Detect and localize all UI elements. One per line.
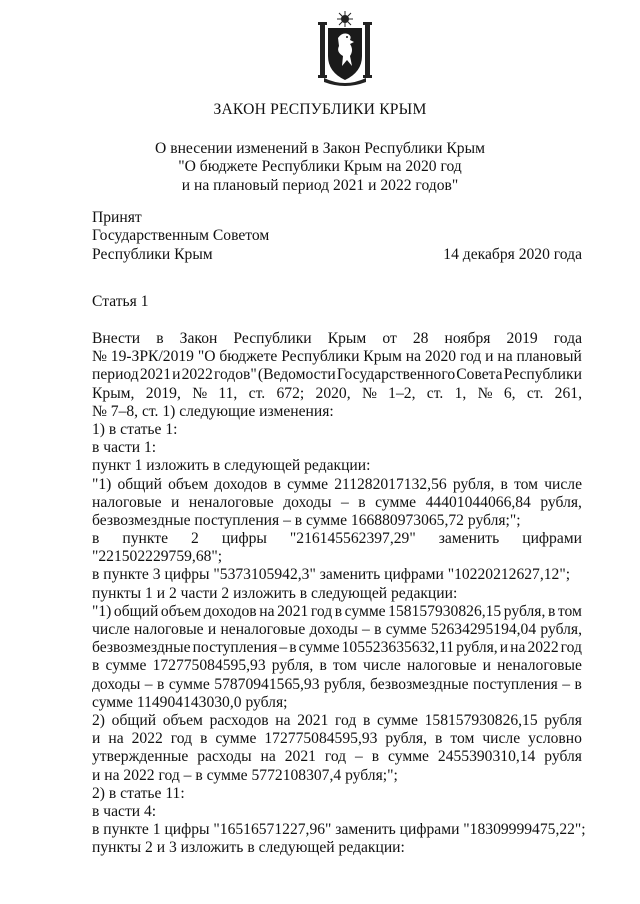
word: год xyxy=(459,348,482,366)
word: – xyxy=(355,748,363,766)
word: и xyxy=(207,621,217,638)
word: сумме xyxy=(388,748,429,766)
word: налоговые xyxy=(92,493,162,511)
word: ст. xyxy=(526,384,544,402)
subtitle-line: "О бюджете Республики Крым на 2020 год xyxy=(178,158,462,176)
word: в xyxy=(92,530,100,548)
word: сумме xyxy=(344,602,386,620)
body-line: № 7–8, ст. 1) следующие изменения: xyxy=(92,402,334,420)
word: 158157930826,15 xyxy=(424,711,538,729)
word: сумме xyxy=(287,475,329,493)
body-line: безвозмездные поступления – в сумме 166880973065,72 рубля;"; xyxy=(92,511,521,529)
word: год xyxy=(335,711,357,729)
word: рубля, xyxy=(456,639,498,657)
word: сумме xyxy=(168,675,210,693)
word: поступления xyxy=(473,675,558,693)
word: числе xyxy=(544,475,582,493)
body-line: в пункте 1 цифры "16516571227,96" заменить цифрами "18309999475,22"; xyxy=(92,821,586,839)
word: общий xyxy=(117,475,162,493)
word: на xyxy=(497,348,513,366)
adoption-date: 14 декабря 2020 года xyxy=(443,246,582,263)
word: Крым xyxy=(363,348,402,366)
word: рубля, xyxy=(503,602,546,620)
body-line xyxy=(92,330,582,348)
word: поступления xyxy=(192,639,278,657)
word: 52634295194,04 xyxy=(430,621,537,638)
word: на xyxy=(510,639,526,657)
word: безвозмездные xyxy=(92,639,191,657)
body-line xyxy=(92,603,582,621)
body-line xyxy=(92,385,582,403)
word: том xyxy=(332,657,357,675)
word: год xyxy=(560,639,582,657)
word: 2022 xyxy=(181,366,213,384)
word: том xyxy=(557,602,582,620)
word: "216145562397,29" xyxy=(289,530,416,548)
body-line: сумме 114904143030,0 рубля; xyxy=(92,693,288,711)
word: плановый xyxy=(516,348,582,366)
word: в xyxy=(374,621,382,638)
word: 19-ЗРК/2019 xyxy=(110,348,194,366)
body-line xyxy=(92,530,582,548)
word: на xyxy=(405,348,421,366)
word: сумме xyxy=(376,711,418,729)
word: том xyxy=(450,730,475,748)
body-line: пункт 1 изложить в следующей редакции: xyxy=(92,457,371,475)
word: в xyxy=(500,475,508,493)
word: рубля, xyxy=(540,621,582,638)
word: год xyxy=(324,748,347,766)
body-line xyxy=(92,366,582,384)
word: 172775084595,93 xyxy=(152,657,266,675)
body-line xyxy=(92,621,582,639)
word: доходов xyxy=(214,475,268,493)
word: 2) xyxy=(92,711,105,729)
word: "1) xyxy=(92,602,112,620)
word: 672; xyxy=(276,384,305,402)
word: сумме xyxy=(385,621,427,638)
word: период xyxy=(92,366,139,384)
word: в xyxy=(371,748,380,766)
body-line xyxy=(92,476,582,494)
word: на xyxy=(260,748,276,766)
word: 2019, xyxy=(145,384,181,402)
adoption-line: Государственным Советом xyxy=(92,227,270,245)
word: рубля, xyxy=(540,493,582,511)
word: годов" xyxy=(213,366,257,384)
body-line: пункты 2 и 3 изложить в следующей редакции: xyxy=(92,839,405,857)
body-line xyxy=(92,748,582,766)
word: 211282017132,56 xyxy=(334,475,447,493)
word: безвозмездные xyxy=(370,675,469,693)
body-line xyxy=(92,676,582,694)
word: в xyxy=(319,657,327,675)
word: 2022 xyxy=(527,639,559,657)
word: расходов xyxy=(209,711,269,729)
word: Внести xyxy=(92,330,141,347)
word: 2 xyxy=(191,530,199,548)
word: и xyxy=(92,730,101,748)
word: в xyxy=(574,675,582,693)
word: и xyxy=(171,493,180,511)
word: 158157930826,15 xyxy=(388,602,502,620)
word: ст. xyxy=(248,384,266,402)
crimea-coat-of-arms-icon xyxy=(314,10,376,86)
word: рубля, xyxy=(323,675,366,693)
word: неналоговые xyxy=(188,493,274,511)
word: Крым, xyxy=(92,384,135,402)
article-heading: Статья 1 xyxy=(92,293,149,310)
word: на xyxy=(259,602,275,620)
word: и xyxy=(172,366,181,384)
word: том xyxy=(514,475,539,493)
word: в xyxy=(435,730,443,748)
word: числе xyxy=(363,657,401,675)
word: в xyxy=(358,493,366,511)
word: расходы xyxy=(197,748,252,766)
body-line: в пункте 3 цифры "5373105942,3" заменить цифрами "10220212627,12"; xyxy=(92,566,571,584)
adoption-line: Республики Крым xyxy=(92,245,213,263)
word: сумме xyxy=(375,493,417,511)
word: рубля, xyxy=(385,730,428,748)
word: – xyxy=(341,493,349,511)
word: 2021 xyxy=(277,602,309,620)
word: в xyxy=(334,602,343,620)
word: сумме xyxy=(105,657,147,675)
word: 57870941565,93 xyxy=(214,675,320,693)
word: – xyxy=(279,639,288,657)
word: № xyxy=(92,348,107,366)
word: в xyxy=(156,330,164,347)
word: в xyxy=(157,675,165,693)
word: объем xyxy=(162,711,203,729)
word: доходов xyxy=(203,602,257,620)
word: сумме xyxy=(298,639,340,657)
word: 105523635632,11 xyxy=(341,639,455,657)
word: на xyxy=(275,711,291,729)
word: 2022 xyxy=(131,730,163,748)
body-line xyxy=(92,639,582,657)
word: в xyxy=(200,730,208,748)
word: год xyxy=(310,602,333,620)
body-line: пункты 1 и 2 части 2 изложить в следующей редакции: xyxy=(92,584,458,602)
word: рубля, xyxy=(452,475,495,493)
word: и xyxy=(485,348,494,366)
word: 2021 xyxy=(139,366,172,384)
word: "О xyxy=(197,348,216,366)
word: – xyxy=(144,675,153,693)
word: 261, xyxy=(554,384,582,402)
word: доходы xyxy=(283,493,332,511)
word: числе xyxy=(482,730,521,748)
document-subtitle xyxy=(0,140,640,195)
word: Республики xyxy=(503,366,582,384)
word: и xyxy=(499,639,509,657)
word: – xyxy=(362,621,370,638)
word: числе xyxy=(92,621,130,638)
word: рубля xyxy=(544,711,582,729)
body-line: в части 1: xyxy=(92,439,157,457)
word: 11, xyxy=(218,384,238,402)
body-line xyxy=(92,730,582,748)
word: на xyxy=(108,730,124,748)
word: 2020, xyxy=(315,384,351,402)
word: и xyxy=(482,657,491,675)
word: пункте xyxy=(122,530,168,548)
adoption-block xyxy=(92,209,269,264)
word: 1, xyxy=(454,384,467,402)
document-title: ЗАКОН РЕСПУБЛИКИ КРЫМ xyxy=(213,101,427,118)
word: года xyxy=(553,330,582,347)
word: сумме xyxy=(215,730,257,748)
word: неналоговые xyxy=(497,657,582,675)
body-line: 2) в статье 11: xyxy=(92,784,185,802)
word: ноября xyxy=(444,330,491,347)
word: общий xyxy=(113,602,159,620)
word: 2455390310,14 xyxy=(437,748,536,766)
word: рубля, xyxy=(271,657,314,675)
word: в xyxy=(92,657,100,675)
word: объем xyxy=(160,602,202,620)
body-line xyxy=(92,348,582,366)
body-line: 1) в статье 1: xyxy=(92,420,178,438)
word: 2020 xyxy=(424,348,457,366)
word: Крым xyxy=(327,330,367,347)
word: от xyxy=(382,330,397,347)
word: 172775084595,93 xyxy=(264,730,378,748)
word: № xyxy=(477,384,493,402)
word: условно xyxy=(528,730,582,748)
word: № xyxy=(361,384,377,402)
word: – xyxy=(562,675,571,693)
word: в xyxy=(273,475,281,493)
subtitle-line: и на плановый период 2021 и 2022 годов" xyxy=(181,176,459,194)
subtitle-line: О внесении изменений в Закон Республики Крым xyxy=(155,140,485,157)
word: "1) xyxy=(92,475,112,493)
word: Республики xyxy=(233,330,312,347)
word: цифры xyxy=(221,530,267,548)
word: в xyxy=(289,639,297,657)
word: доходы xyxy=(309,621,358,638)
word: Государственного xyxy=(336,366,456,384)
word: 1–2, xyxy=(388,384,416,402)
word: № xyxy=(192,384,208,402)
word: заменить xyxy=(438,530,500,548)
word: год xyxy=(170,730,193,748)
word: общий xyxy=(111,711,157,729)
word: ст. xyxy=(426,384,444,402)
word: 2021 xyxy=(297,711,329,729)
word: Республики xyxy=(281,348,360,366)
word: цифрами xyxy=(522,530,582,548)
word: в xyxy=(362,711,371,729)
article-body xyxy=(92,330,586,857)
word: налоговые xyxy=(134,621,204,638)
word: Совета xyxy=(456,366,503,384)
word: 2019 xyxy=(506,330,538,347)
word: доходы xyxy=(92,675,141,693)
word: 6, xyxy=(503,384,516,402)
body-line xyxy=(92,657,582,675)
word: 28 xyxy=(412,330,429,347)
adoption-line: Принят xyxy=(92,209,142,226)
word: (Ведомости xyxy=(257,366,336,384)
body-line: "221502229759,68"; xyxy=(92,548,223,566)
word: неналоговые xyxy=(220,621,306,638)
body-line: и на 2022 год – в сумме 5772108307,4 рубля;"; xyxy=(92,766,398,784)
body-line xyxy=(92,494,582,512)
body-line xyxy=(92,712,582,730)
word: рубля xyxy=(544,748,582,766)
body-line: в части 4: xyxy=(92,802,157,820)
word: в xyxy=(547,602,556,620)
word: Закон xyxy=(179,330,218,347)
word: бюджете xyxy=(219,348,278,366)
word: объем xyxy=(168,475,209,493)
word: 44401044066,84 xyxy=(425,493,531,511)
word: 2021 xyxy=(284,748,316,766)
word: налоговые xyxy=(406,657,477,675)
word: утвержденные xyxy=(92,748,189,766)
